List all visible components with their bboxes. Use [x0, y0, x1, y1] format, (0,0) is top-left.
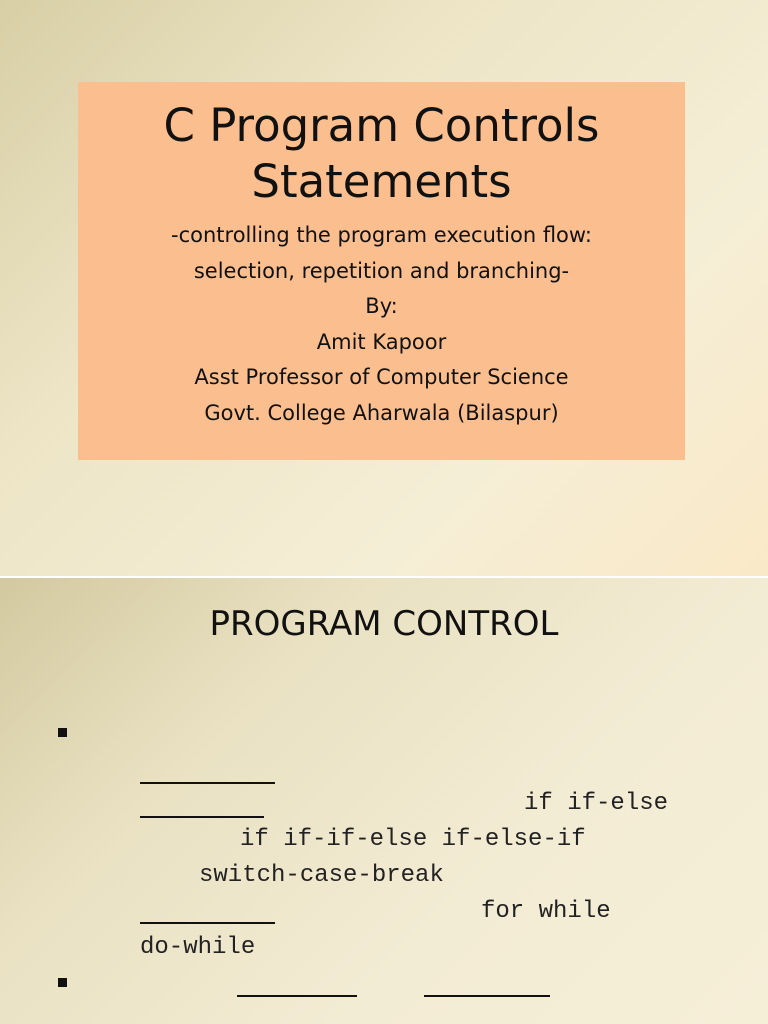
author-position: Asst Professor of Computer Science [194, 365, 569, 389]
code-if-variants: if if-if-else if-else-if [240, 826, 586, 853]
blank-line [140, 816, 264, 818]
code-do-while: do-while [140, 934, 256, 961]
slide-title [78, 98, 685, 210]
blank-line [140, 922, 275, 924]
blank-line [237, 995, 357, 997]
author-name: Amit Kapoor [316, 329, 447, 354]
code-selection-keywords: if if-else [524, 790, 669, 817]
subtitle-line: selection, repetition and branching- [193, 258, 570, 283]
title-line-1: C Program Controls [163, 99, 600, 152]
code-switch: switch-case-break [199, 862, 444, 889]
bullet-icon [58, 978, 67, 987]
title-box [78, 82, 685, 460]
slide-2 [0, 578, 768, 1024]
slide-2-title: PROGRAM CONTROL [209, 604, 559, 644]
blank-line [140, 782, 275, 784]
blank-line [424, 995, 550, 997]
author-by-label: By: [365, 294, 398, 318]
subtitle-block [78, 218, 685, 431]
title-line-2: Statements [251, 155, 512, 208]
subtitle-line: -controlling the program execution flow: [171, 223, 592, 247]
author-institution: Govt. College Aharwala (Bilaspur) [204, 400, 559, 425]
code-loop-keywords: for while [481, 898, 611, 925]
bullet-icon [58, 728, 67, 737]
